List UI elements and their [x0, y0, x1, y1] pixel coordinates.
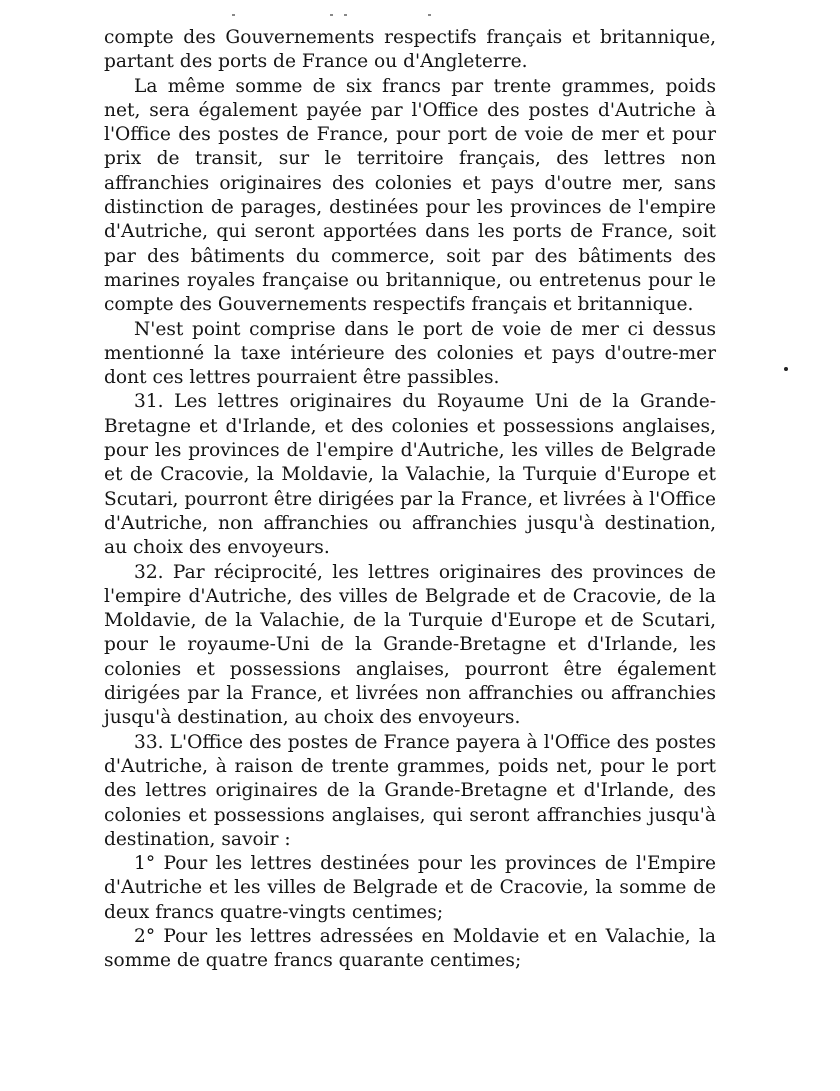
article-33-item-1: 1° Pour les lettres destinées pour les provinces de l'Empire d'Autriche et les villes de Belgrade et de Cracovie, la somme de deux francs quatre-vingts centimes; [104, 853, 716, 923]
paragraph-continuation: compte des Gouvernements respectifs français et britannique, partant des ports de France ou d'Angleterre. [104, 27, 716, 73]
paragraph-exclusion: N'est point comprise dans le port de voie de mer ci dessus mentionné la taxe intérieure des colonies et pays d'outre-mer dont ces lettres pourraient être passibles. [104, 318, 716, 389]
article-33: 33. L'Office des postes de France payera à l'Office des postes d'Autriche, à raison de trente grammes, poids net, pour le port des lettres originaires de la Grande-Bretagne et d'Irlande, des colonies et possessions anglaises, qui seront affranchies jusqu'à destination, savoir : [104, 731, 716, 850]
top-edge-specks [232, 14, 432, 18]
article-33-item-2: 2° Pour les lettres adressées en Moldavie et en Valachie, la somme de quatre francs quarante centimes; [104, 925, 716, 972]
article-32: 32. Par réciprocité, les lettres originaires des provinces de l'empire d'Autriche, des villes de Belgrade et de Cracovie, de la Moldavie, de la Valachie, de la Turquie d'Europe et de Scutari, pour le royaume-Uni de la Grande-Bretagne et d'Irlande, les colonies et possessions anglaises, pourront être également dirigées par la France, et livrées non affranchies ou affranchies jusqu'à destination, au choix des envoyeurs. [104, 561, 716, 729]
margin-speck [784, 367, 788, 371]
article-31: 31. Les lettres originaires du Royaume Uni de la Grande-Bretagne et d'Irlande, et des colonies et possessions anglaises, pour les provinces de l'empire d'Autriche, les villes de Belgrade et de Cracovie, la Moldavie, la Valachie, la Turquie d'Europe et Scutari, pourront être dirigées par la France, et livrées à l'Office d'Autriche, non affranchies ou affranchies jusqu'à destination, au choix des envoyeurs. [104, 391, 716, 559]
document-page [104, 26, 716, 974]
paragraph-same-sum: La même somme de six francs par trente grammes, poids net, sera également payée par l'Office des postes d'Autriche à l'Office des postes de France, pour port de voie de mer et pour prix de transit, sur le territoire français, des lettres non affranchies originaires des colonies et pays d'outre mer, sans distinction de parages, destinées pour les provinces de l'empire d'Autriche, qui seront apportées dans les ports de France, soit par des bâtiments du commerce, soit par des bâtiments des marines royales française ou britannique, ou entretenus pour le compte des Gouvernements respectifs français et britannique. [104, 75, 716, 316]
